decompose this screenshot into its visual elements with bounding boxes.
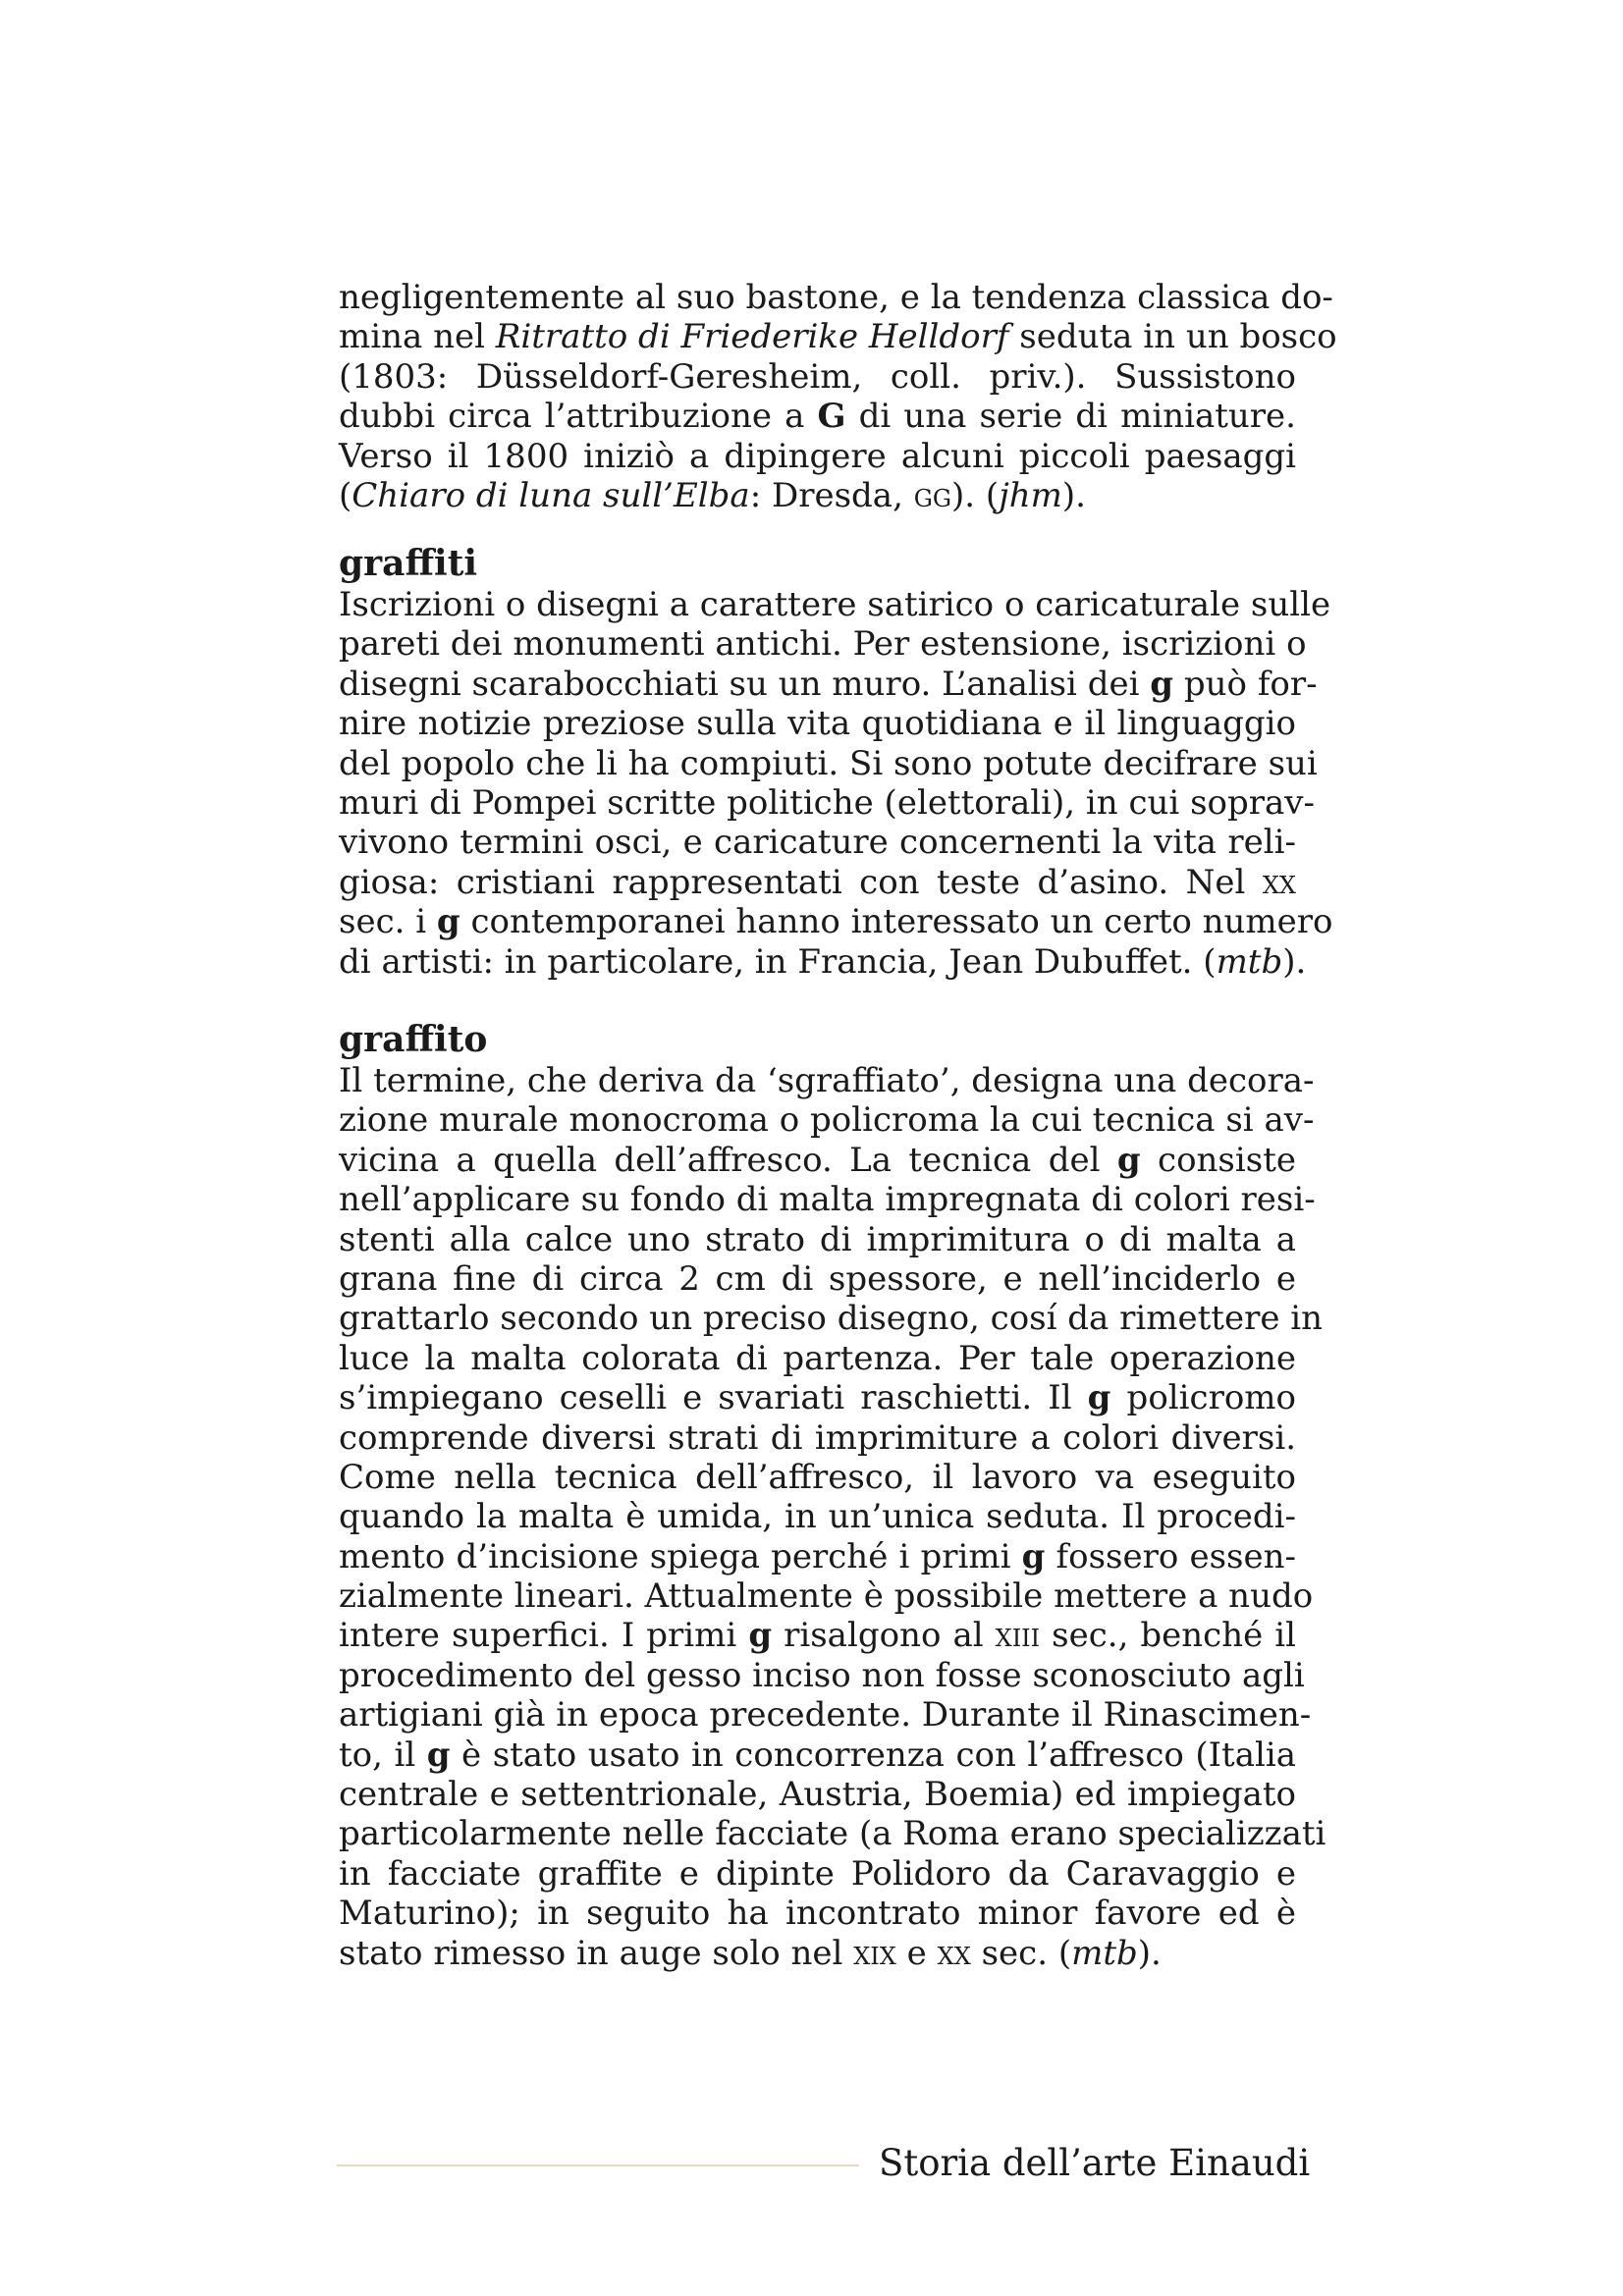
text-run: in facciate graffite e dipinte Polidoro da Caravaggio e — [339, 1853, 1296, 1894]
text-run: sec. ( — [970, 1933, 1072, 1973]
text-run: disegni scarabocchiati su un muro. L’analisi dei — [339, 664, 1151, 704]
text-run: Verso il 1800 iniziò a dipingere alcuni piccoli paesaggi — [339, 436, 1296, 476]
text-run: intere superfici. I primi — [339, 1616, 749, 1656]
text-line — [339, 743, 1318, 783]
italic-run: mtb — [1216, 941, 1283, 982]
text-line — [339, 585, 1331, 624]
text-line — [339, 1735, 1296, 1775]
text-run: ). — [1137, 1933, 1162, 1973]
text-line — [339, 1695, 1312, 1735]
text-run: quando la malta è umida, in un’unica seduta. Il procedi- — [339, 1497, 1296, 1537]
text-line — [339, 1378, 1296, 1417]
bold-run: g — [436, 902, 460, 942]
bold-run: g — [1021, 1536, 1046, 1576]
text-run: grana fine di circa 2 cm di spessore, e nell’inciderlo e — [339, 1258, 1296, 1299]
italic-run: Ritratto di Friederike Helldorf — [495, 317, 1009, 357]
text-run: grattarlo secondo un preciso disegno, cosí da rimettere in — [339, 1299, 1324, 1339]
smallcaps-run: xx — [937, 1933, 971, 1973]
text-run: Maturino); in seguito ha incontrato minor favore ed è — [339, 1894, 1296, 1934]
text-line — [339, 1576, 1314, 1617]
text-line — [339, 704, 1296, 743]
bold-run: g — [426, 1735, 451, 1775]
text-run: Iscrizioni o disegni a carattere satirico o caricaturale sulle — [339, 585, 1331, 624]
bold-run: G — [817, 397, 846, 437]
text-run: è stato usato in concorrenza con l’affresco (Italia — [450, 1735, 1297, 1775]
text-run: stenti alla calce uno strato di imprimitura o di malta a — [339, 1219, 1296, 1259]
bold-run: g — [748, 1616, 773, 1656]
text-run: di una serie di miniature. — [845, 397, 1296, 437]
text-run: vivono termini osci, e caricature concernenti la vita reli- — [339, 823, 1296, 863]
text-run: del popolo che li ha compiuti. Si sono potute decifrare sui — [339, 743, 1318, 783]
text-line — [339, 357, 1296, 397]
entry-term: graffiti — [339, 543, 477, 584]
text-run: luce la malta colorata di partenza. Per tale operazione — [339, 1338, 1296, 1378]
text-line — [339, 1854, 1296, 1894]
text-line — [339, 437, 1296, 476]
text-run: policromo — [1110, 1378, 1297, 1418]
text-line — [339, 1458, 1296, 1497]
text-run: può for- — [1173, 664, 1318, 704]
text-run: mina nel — [339, 317, 496, 357]
text-run: vicina a quella dell’affresco. La tecnica del — [339, 1140, 1117, 1180]
text-line — [339, 1894, 1296, 1933]
text-run: pareti dei monumenti antichi. Per estensione, iscrizioni o — [339, 624, 1307, 665]
text-run: procedimento del gesso inciso non fosse sconosciuto agli — [339, 1655, 1305, 1695]
entry-term: graffito — [339, 1019, 488, 1060]
text-run: giosa: cristiani rappresentati con teste d’asino. Nel — [339, 862, 1263, 902]
text-line — [339, 1061, 1315, 1100]
text-run: : Dresda, — [749, 475, 914, 515]
text-run: (1803: Düsseldorf-Geresheim, coll. priv.). Sussistono — [339, 356, 1296, 397]
text-run: risalgono al — [772, 1616, 996, 1656]
text-run: consiste — [1140, 1140, 1296, 1180]
text-line — [339, 1616, 1296, 1655]
text-line — [339, 823, 1296, 862]
text-line — [339, 1339, 1296, 1378]
text-line — [339, 1100, 1315, 1141]
text-run: artigiani già in epoca precedente. Durante il Rinascimen- — [339, 1695, 1312, 1735]
text-run: sec., benché il — [1040, 1616, 1297, 1656]
text-run: ). ( — [951, 475, 1000, 515]
text-run: mento d’incisione spiega perché i primi — [339, 1536, 1022, 1576]
bold-run: g — [1087, 1378, 1111, 1418]
text-line — [339, 1934, 1296, 1973]
text-line — [339, 782, 1315, 823]
smallcaps-run: gg — [913, 475, 952, 515]
bold-run: g — [1150, 664, 1174, 704]
text-line — [339, 476, 1296, 515]
text-line — [339, 863, 1296, 902]
smallcaps-run: xx — [1262, 862, 1296, 902]
text-line — [339, 397, 1296, 436]
entry-continuation — [339, 278, 1337, 515]
text-run: centrale e settentrionale, Austria, Boemia) ed impiegato — [339, 1775, 1296, 1815]
text-run: dubbi circa l’attribuzione a — [339, 397, 818, 437]
text-line — [339, 664, 1318, 704]
footer-rule — [337, 2164, 859, 2166]
smallcaps-run: xiii — [995, 1616, 1041, 1656]
text-run: nell’applicare su fondo di malta impregnata di colori resi- — [339, 1180, 1316, 1220]
text-run: seduta in un bosco — [1008, 317, 1337, 357]
text-line — [339, 1220, 1296, 1259]
text-run: muri di Pompei scritte politiche (elettorali), in cui soprav- — [339, 782, 1315, 823]
text-run: nire notizie preziose sulla vita quotidiana e il linguaggio — [339, 704, 1296, 744]
text-run: s’impiegano ceselli e svariati raschietti. Il — [339, 1378, 1088, 1418]
text-line — [339, 1497, 1296, 1536]
text-line — [339, 941, 1307, 982]
text-line — [339, 278, 1333, 317]
text-line — [339, 1537, 1296, 1576]
text-line — [339, 1299, 1324, 1339]
text-run: ). — [1282, 941, 1307, 982]
text-run: Il termine, che deriva da ‘sgraffiato’, designa una decora- — [339, 1061, 1315, 1100]
text-run: e — [895, 1933, 938, 1973]
entry-graffito — [339, 1018, 1326, 1973]
text-line — [339, 902, 1333, 942]
text-line — [339, 1180, 1316, 1220]
text-run: zione murale monocroma o policroma la cui tecnica si av- — [339, 1100, 1315, 1141]
text-run: di artisti: in particolare, in Francia, Jean Dubuffet. ( — [339, 941, 1217, 982]
footer-publisher: Storia dell’arte Einaudi — [879, 2142, 1311, 2184]
text-line — [339, 1775, 1296, 1814]
text-run: comprende diversi strati di imprimiture a colori diversi. — [339, 1417, 1296, 1458]
text-run: stato rimesso in auge solo nel — [339, 1933, 854, 1973]
bold-run: g — [1116, 1140, 1141, 1180]
italic-run: jhm — [999, 475, 1062, 515]
text-line — [339, 317, 1337, 357]
text-run: to, il — [339, 1735, 427, 1775]
text-line — [339, 1141, 1296, 1180]
text-run: particolarmente nelle facciate (a Roma erano specializzati — [339, 1814, 1326, 1854]
text-line — [339, 1418, 1296, 1458]
text-run: ( — [339, 475, 352, 515]
text-run: zialmente lineari. Attualmente è possibile mettere a nudo — [339, 1576, 1314, 1617]
text-run: fossero essen- — [1045, 1536, 1296, 1576]
text-line — [339, 624, 1307, 665]
entry-graffiti — [339, 542, 1333, 982]
text-run: negligentemente al suo bastone, e la tendenza classica do- — [339, 278, 1333, 317]
text-run: sec. i — [339, 902, 437, 942]
italic-run: mtb — [1071, 1933, 1138, 1973]
italic-run: Chiaro di luna sull’Elba — [352, 475, 750, 515]
text-line — [339, 1814, 1326, 1854]
text-line — [339, 1655, 1305, 1695]
text-run: contemporanei hanno interessato un certo numero — [460, 902, 1333, 942]
text-run: ). — [1061, 475, 1086, 515]
text-run: Come nella tecnica dell’affresco, il lavoro va eseguito — [339, 1457, 1296, 1497]
smallcaps-run: xix — [853, 1933, 896, 1973]
text-line — [339, 1259, 1296, 1299]
